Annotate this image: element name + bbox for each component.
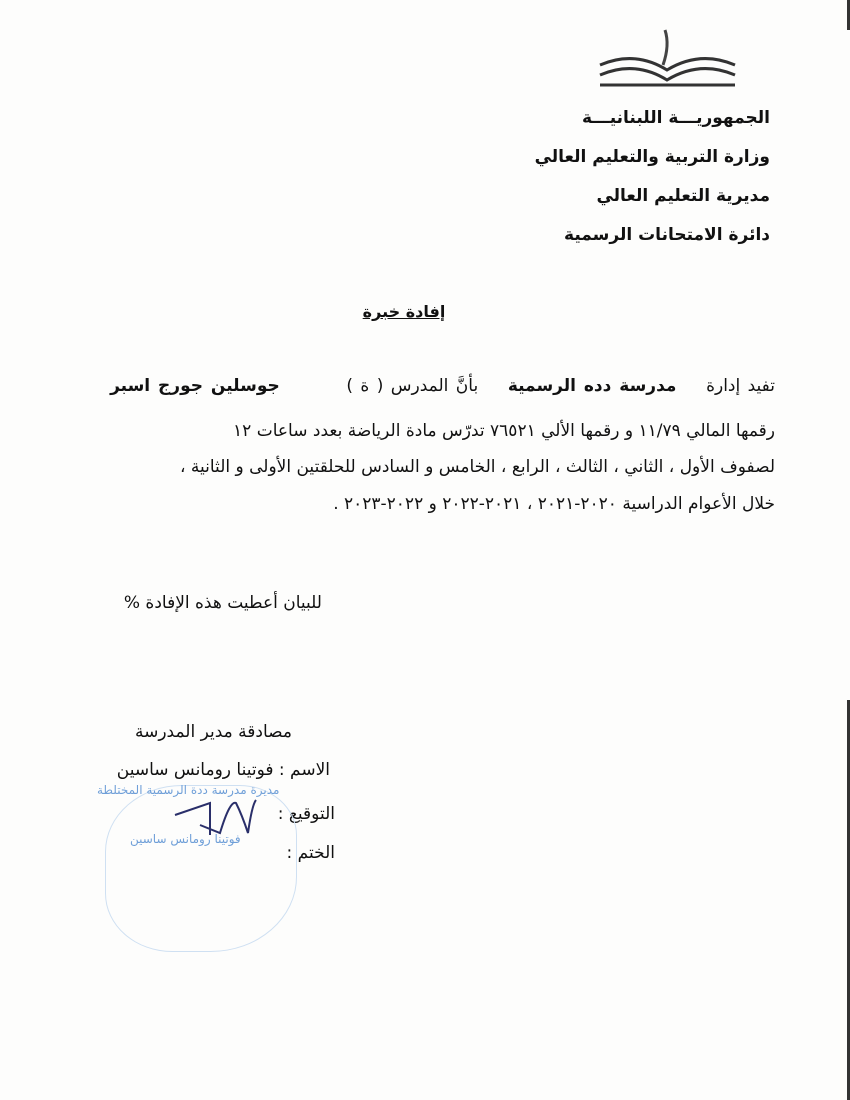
teacher-name: جوسلين جورج اسبر xyxy=(110,376,280,396)
document-title: إفادة خبرة xyxy=(362,302,446,321)
body-line-2: رقمها المالي ١١/٧٩ و رقمها الألي ٧٦٥٢١ تدرّس مادة الرياضة بعدد ساعات ١٢ xyxy=(233,421,775,441)
prefix: تفيد إدارة xyxy=(706,376,775,396)
body-line-4: خلال الأعوام الدراسية ٢٠٢٠-٢٠٢١ ، ٢٠٢١-٢٠٢٢ و ٢٠٢٢-٢٠٢٣ . xyxy=(333,494,775,514)
header-directorate: مديرية التعليم العالي xyxy=(596,186,770,206)
header-republic: الجمهوريـــة اللبنانيـــة xyxy=(581,108,770,128)
seal-label: الختم : xyxy=(286,843,335,863)
signature-label: التوقيع : xyxy=(277,804,335,824)
stamp-text-title: مديرة مدرسة ددة الرسمية المختلطة xyxy=(97,783,280,797)
header-ministry: وزارة التربية والتعليم العالي xyxy=(534,147,770,167)
school-name: مدرسة دده الرسمية xyxy=(507,376,677,396)
closing-text: للبيان أعطيت هذه الإفادة % xyxy=(123,593,322,613)
principal-name: الاسم : فوتينا رومانس ساسين xyxy=(116,760,330,780)
signature-mark-icon xyxy=(170,795,260,840)
teacher-label: بأنَّ المدرس ( ة ) xyxy=(346,376,479,396)
ministry-logo-icon xyxy=(595,25,740,95)
body-line-1 xyxy=(110,376,775,396)
stamp-text-name: فوتينا رومانس ساسين xyxy=(130,832,241,846)
body-line-3: لصفوف الأول ، الثاني ، الثالث ، الرابع ، الخامس و السادس للحلقتين الأولى و الثانية ، xyxy=(180,457,775,477)
signature-heading: مصادقة مدير المدرسة xyxy=(134,722,292,742)
header-department: دائرة الامتحانات الرسمية xyxy=(564,225,770,245)
